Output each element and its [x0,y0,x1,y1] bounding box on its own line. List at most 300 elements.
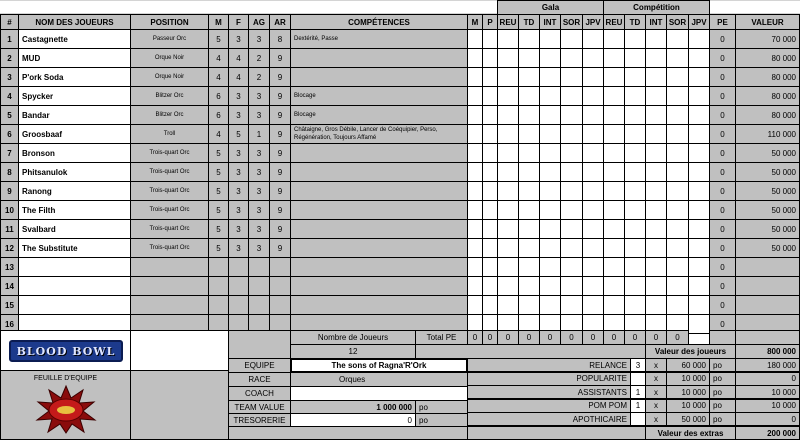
player-p[interactable] [482,200,498,220]
player-m2[interactable] [467,162,483,182]
player-stat-cell[interactable] [666,29,689,49]
player-stat-cell[interactable] [666,181,689,201]
player-stat-cell[interactable] [624,86,646,106]
player-position[interactable]: Orque Noir [130,48,209,68]
player-m[interactable]: 4 [208,124,229,144]
player-ag[interactable]: 3 [248,86,270,106]
player-stat-cell[interactable] [645,181,667,201]
player-p[interactable] [482,48,498,68]
player-skills[interactable] [290,257,468,277]
player-stat-cell[interactable] [666,162,689,182]
player-stat-cell[interactable] [666,238,689,258]
player-ar[interactable]: 9 [269,181,291,201]
player-skills[interactable] [290,143,468,163]
player-name[interactable]: Ranong [18,181,131,201]
player-p[interactable] [482,295,498,315]
player-stat-cell[interactable] [539,105,561,125]
player-ag[interactable]: 2 [248,67,270,87]
player-stat-cell[interactable] [624,48,646,68]
player-stat-cell[interactable] [560,276,583,296]
player-ar[interactable]: 9 [269,105,291,125]
player-f[interactable]: 3 [228,162,249,182]
player-stat-cell[interactable] [518,276,540,296]
player-position[interactable]: Trois-quart Orc [130,238,209,258]
player-ar[interactable]: 9 [269,86,291,106]
player-stat-cell[interactable] [582,181,604,201]
player-stat-cell[interactable] [624,219,646,239]
player-stat-cell[interactable] [666,105,689,125]
player-stat-cell[interactable] [645,124,667,144]
player-name[interactable]: Phitsanulok [18,162,131,182]
extra-qty[interactable]: 1 [630,399,646,413]
player-ag[interactable]: 3 [248,200,270,220]
player-m[interactable]: 5 [208,162,229,182]
player-stat-cell[interactable] [539,257,561,277]
player-stat-cell[interactable] [518,48,540,68]
player-ag[interactable]: 2 [248,48,270,68]
player-stat-cell[interactable] [624,200,646,220]
player-stat-cell[interactable] [497,162,519,182]
player-position[interactable] [130,295,209,315]
player-stat-cell[interactable] [497,276,519,296]
player-position[interactable]: Passeur Orc [130,29,209,49]
player-stat-cell[interactable] [518,162,540,182]
player-m[interactable]: 5 [208,219,229,239]
player-stat-cell[interactable] [497,219,519,239]
player-ar[interactable]: 9 [269,219,291,239]
player-stat-cell[interactable] [560,124,583,144]
player-m[interactable]: 4 [208,48,229,68]
player-stat-cell[interactable] [666,295,689,315]
player-stat-cell[interactable] [582,29,604,49]
player-stat-cell[interactable] [539,29,561,49]
player-stat-cell[interactable] [645,276,667,296]
player-stat-cell[interactable] [624,162,646,182]
player-stat-cell[interactable] [560,257,583,277]
player-name[interactable] [18,295,131,315]
extra-qty[interactable] [630,412,646,426]
player-stat-cell[interactable] [539,276,561,296]
player-stat-cell[interactable] [688,314,710,334]
player-stat-cell[interactable] [603,105,625,125]
player-skills[interactable] [290,238,468,258]
player-stat-cell[interactable] [645,295,667,315]
extra-qty[interactable]: 1 [630,385,646,399]
player-p[interactable] [482,238,498,258]
player-name[interactable] [18,276,131,296]
player-stat-cell[interactable] [603,200,625,220]
player-m[interactable] [208,257,229,277]
player-m2[interactable] [467,48,483,68]
player-name[interactable]: The Filth [18,200,131,220]
player-ag[interactable]: 3 [248,238,270,258]
player-stat-cell[interactable] [645,67,667,87]
equipe-field[interactable]: The sons of Ragna'R'Ork [290,358,468,373]
player-p[interactable] [482,143,498,163]
player-f[interactable]: 4 [228,67,249,87]
player-stat-cell[interactable] [518,181,540,201]
player-ag[interactable] [248,295,270,315]
player-stat-cell[interactable] [624,295,646,315]
player-stat-cell[interactable] [539,48,561,68]
player-stat-cell[interactable] [582,219,604,239]
player-ar[interactable]: 9 [269,67,291,87]
player-stat-cell[interactable] [518,29,540,49]
player-stat-cell[interactable] [582,257,604,277]
player-stat-cell[interactable] [582,162,604,182]
player-ar[interactable]: 9 [269,162,291,182]
player-stat-cell[interactable] [582,143,604,163]
player-stat-cell[interactable] [497,200,519,220]
player-ag[interactable] [248,276,270,296]
player-stat-cell[interactable] [603,238,625,258]
player-stat-cell[interactable] [645,105,667,125]
player-m2[interactable] [467,200,483,220]
player-stat-cell[interactable] [518,143,540,163]
player-stat-cell[interactable] [497,48,519,68]
player-stat-cell[interactable] [645,29,667,49]
player-stat-cell[interactable] [666,143,689,163]
player-stat-cell[interactable] [560,162,583,182]
player-m[interactable]: 5 [208,200,229,220]
player-p[interactable] [482,105,498,125]
player-stat-cell[interactable] [645,143,667,163]
player-skills[interactable] [290,162,468,182]
player-position[interactable]: Blitzer Orc [130,105,209,125]
player-f[interactable]: 3 [228,200,249,220]
player-stat-cell[interactable] [582,200,604,220]
player-stat-cell[interactable] [518,238,540,258]
player-position[interactable]: Troll [130,124,209,144]
player-stat-cell[interactable] [603,29,625,49]
player-stat-cell[interactable] [582,86,604,106]
player-stat-cell[interactable] [582,124,604,144]
player-stat-cell[interactable] [497,238,519,258]
player-stat-cell[interactable] [560,48,583,68]
player-stat-cell[interactable] [603,143,625,163]
player-m[interactable]: 5 [208,29,229,49]
player-stat-cell[interactable] [688,219,710,239]
player-name[interactable]: Bandar [18,105,131,125]
player-f[interactable]: 3 [228,238,249,258]
player-stat-cell[interactable] [582,48,604,68]
player-stat-cell[interactable] [560,29,583,49]
player-stat-cell[interactable] [624,238,646,258]
player-stat-cell[interactable] [518,105,540,125]
player-stat-cell[interactable] [688,105,710,125]
player-f[interactable]: 3 [228,219,249,239]
player-ar[interactable]: 9 [269,124,291,144]
player-stat-cell[interactable] [624,257,646,277]
player-stat-cell[interactable] [582,295,604,315]
player-f[interactable]: 3 [228,181,249,201]
player-m[interactable] [208,276,229,296]
player-skills[interactable]: Blocage [290,105,468,125]
player-stat-cell[interactable] [666,124,689,144]
player-skills[interactable] [290,67,468,87]
player-name[interactable]: The Substitute [18,238,131,258]
player-stat-cell[interactable] [688,295,710,315]
player-stat-cell[interactable] [560,295,583,315]
player-value: 80 000 [735,105,800,125]
player-f[interactable]: 3 [228,105,249,125]
player-f[interactable]: 3 [228,29,249,49]
player-position[interactable] [130,257,209,277]
player-stat-cell[interactable] [688,124,710,144]
player-skills[interactable] [290,276,468,296]
player-m2[interactable] [467,238,483,258]
player-ag[interactable]: 3 [248,29,270,49]
player-stat-cell[interactable] [603,67,625,87]
player-stat-cell[interactable] [688,238,710,258]
player-stat-cell[interactable] [518,200,540,220]
player-stat-cell[interactable] [539,200,561,220]
player-stat-cell[interactable] [688,181,710,201]
player-stat-cell[interactable] [539,238,561,258]
player-stat-cell[interactable] [603,86,625,106]
player-stat-cell[interactable] [645,219,667,239]
player-f[interactable]: 3 [228,86,249,106]
player-name[interactable]: Groosbaaf [18,124,131,144]
player-m2[interactable] [467,86,483,106]
player-stat-cell[interactable] [518,219,540,239]
player-m2[interactable] [467,295,483,315]
player-stat-cell[interactable] [603,295,625,315]
player-position[interactable]: Trois-quart Orc [130,200,209,220]
player-stat-cell[interactable] [624,29,646,49]
player-stat-cell[interactable] [688,143,710,163]
player-stat-cell[interactable] [666,200,689,220]
player-stat-cell[interactable] [624,181,646,201]
player-stat-cell[interactable] [603,181,625,201]
player-m2[interactable] [467,257,483,277]
player-stat-cell[interactable] [497,124,519,144]
player-m[interactable]: 6 [208,105,229,125]
player-skills[interactable] [290,295,468,315]
player-position[interactable]: Blitzer Orc [130,86,209,106]
player-m[interactable] [208,295,229,315]
player-m[interactable]: 5 [208,181,229,201]
player-stat-cell[interactable] [645,86,667,106]
player-stat-cell[interactable] [497,86,519,106]
player-stat-cell[interactable] [645,257,667,277]
player-p[interactable] [482,257,498,277]
player-stat-cell[interactable] [603,48,625,68]
player-stat-cell[interactable] [497,29,519,49]
player-stat-cell[interactable] [560,200,583,220]
player-stat-cell[interactable] [688,276,710,296]
player-stat-cell[interactable] [603,162,625,182]
coach-field[interactable] [290,386,468,401]
player-p[interactable] [482,86,498,106]
player-m[interactable]: 6 [208,86,229,106]
player-stat-cell[interactable] [688,48,710,68]
player-stat-cell[interactable] [560,86,583,106]
player-stat-cell[interactable] [603,124,625,144]
player-stat-cell[interactable] [666,257,689,277]
player-p[interactable] [482,276,498,296]
player-p[interactable] [482,181,498,201]
player-m2[interactable] [467,29,483,49]
player-stat-cell[interactable] [666,219,689,239]
player-ar[interactable]: 8 [269,29,291,49]
player-stat-cell[interactable] [645,200,667,220]
player-stat-cell[interactable] [624,105,646,125]
player-stat-cell[interactable] [497,295,519,315]
player-stat-cell[interactable] [688,29,710,49]
player-ag[interactable]: 3 [248,181,270,201]
player-stat-cell[interactable] [624,276,646,296]
player-f[interactable] [228,276,249,296]
player-m2[interactable] [467,105,483,125]
player-stat-cell[interactable] [497,257,519,277]
player-stat-cell[interactable] [603,257,625,277]
player-ag[interactable]: 3 [248,105,270,125]
player-name[interactable]: Spycker [18,86,131,106]
player-stat-cell[interactable] [497,67,519,87]
player-name[interactable]: Svalbard [18,219,131,239]
player-stat-cell[interactable] [645,162,667,182]
player-name[interactable]: Bronson [18,143,131,163]
player-p[interactable] [482,219,498,239]
player-stat-cell[interactable] [624,143,646,163]
player-stat-cell[interactable] [624,67,646,87]
player-stat-cell[interactable] [539,295,561,315]
player-m2[interactable] [467,276,483,296]
player-m[interactable]: 5 [208,143,229,163]
player-ar[interactable]: 9 [269,143,291,163]
player-skills[interactable] [290,200,468,220]
player-name[interactable]: P'ork Soda [18,67,131,87]
player-position[interactable]: Trois-quart Orc [130,181,209,201]
player-f[interactable]: 5 [228,124,249,144]
player-stat-cell[interactable] [560,143,583,163]
player-stat-cell[interactable] [539,67,561,87]
player-stat-cell[interactable] [539,86,561,106]
player-stat-cell[interactable] [539,219,561,239]
player-f[interactable] [228,257,249,277]
player-stat-cell[interactable] [582,238,604,258]
extra-qty[interactable] [630,372,646,386]
player-stat-cell[interactable] [518,257,540,277]
player-stat-cell[interactable] [497,105,519,125]
player-skills[interactable]: Dextérité, Passe [290,29,468,49]
player-ar[interactable]: 9 [269,238,291,258]
player-stat-cell[interactable] [518,295,540,315]
player-skills[interactable] [290,181,468,201]
player-position[interactable] [130,276,209,296]
player-stat-cell[interactable] [624,124,646,144]
player-m2[interactable] [467,67,483,87]
player-p[interactable] [482,162,498,182]
player-number: 12 [0,238,19,258]
player-m[interactable]: 4 [208,67,229,87]
player-stat-cell[interactable] [560,67,583,87]
player-name[interactable]: MUD [18,48,131,68]
player-number: 7 [0,143,19,163]
player-stat-cell[interactable] [497,181,519,201]
player-stat-cell[interactable] [539,143,561,163]
player-ar[interactable] [269,295,291,315]
race-field[interactable]: Orques [290,372,468,387]
gala-group-header: Gala [497,0,604,15]
player-m2[interactable] [467,219,483,239]
player-ag[interactable] [248,257,270,277]
player-stat-cell[interactable] [539,181,561,201]
player-stat-cell[interactable] [603,276,625,296]
total-pe-value: 0 [539,330,561,345]
player-ar[interactable]: 9 [269,200,291,220]
player-p[interactable] [482,29,498,49]
player-stat-cell[interactable] [518,67,540,87]
player-skills[interactable]: Blocage [290,86,468,106]
player-stat-cell[interactable] [497,143,519,163]
player-f[interactable]: 4 [228,48,249,68]
player-position[interactable]: Trois-quart Orc [130,162,209,182]
player-stat-cell[interactable] [518,124,540,144]
player-stat-cell[interactable] [603,219,625,239]
player-stat-cell[interactable] [582,67,604,87]
player-stat-cell[interactable] [560,219,583,239]
player-ag[interactable]: 1 [248,124,270,144]
player-stat-cell[interactable] [560,105,583,125]
player-f[interactable]: 3 [228,143,249,163]
player-ag[interactable]: 3 [248,143,270,163]
player-stat-cell[interactable] [560,181,583,201]
player-m2[interactable] [467,124,483,144]
player-f[interactable] [228,295,249,315]
player-ar[interactable] [269,276,291,296]
player-p[interactable] [482,124,498,144]
player-m[interactable]: 5 [208,238,229,258]
player-stat-cell[interactable] [582,105,604,125]
player-position[interactable]: Trois-quart Orc [130,143,209,163]
player-ag[interactable]: 3 [248,219,270,239]
player-stat-cell[interactable] [539,162,561,182]
player-stat-cell[interactable] [688,67,710,87]
player-stat-cell[interactable] [688,162,710,182]
player-stat-cell[interactable] [666,67,689,87]
player-ag[interactable]: 3 [248,162,270,182]
player-name[interactable]: Castagnette [18,29,131,49]
player-stat-cell[interactable] [560,238,583,258]
player-name[interactable] [18,257,131,277]
player-stat-cell[interactable] [688,86,710,106]
player-skills[interactable] [290,48,468,68]
player-stat-cell[interactable] [666,86,689,106]
tresorerie-field[interactable]: 0 [290,413,416,427]
player-stat-cell[interactable] [666,48,689,68]
player-m2[interactable] [467,143,483,163]
player-ar[interactable]: 9 [269,48,291,68]
player-skills[interactable]: Châtaigne, Gros Débile, Lancer de Coéquipier, Perso, Régénération, Toujours Affamé [290,124,468,144]
player-position[interactable]: Trois-quart Orc [130,219,209,239]
player-stat-cell[interactable] [645,238,667,258]
player-skills[interactable] [290,219,468,239]
player-p[interactable] [482,67,498,87]
player-position[interactable]: Orque Noir [130,67,209,87]
player-stat-cell[interactable] [582,276,604,296]
player-m2[interactable] [467,181,483,201]
player-stat-cell[interactable] [518,86,540,106]
extra-qty[interactable]: 3 [630,358,646,372]
player-stat-cell[interactable] [688,200,710,220]
player-stat-cell[interactable] [645,48,667,68]
player-stat-cell[interactable] [539,124,561,144]
player-stat-cell[interactable] [688,257,710,277]
player-stat-cell[interactable] [666,276,689,296]
player-ar[interactable] [269,257,291,277]
